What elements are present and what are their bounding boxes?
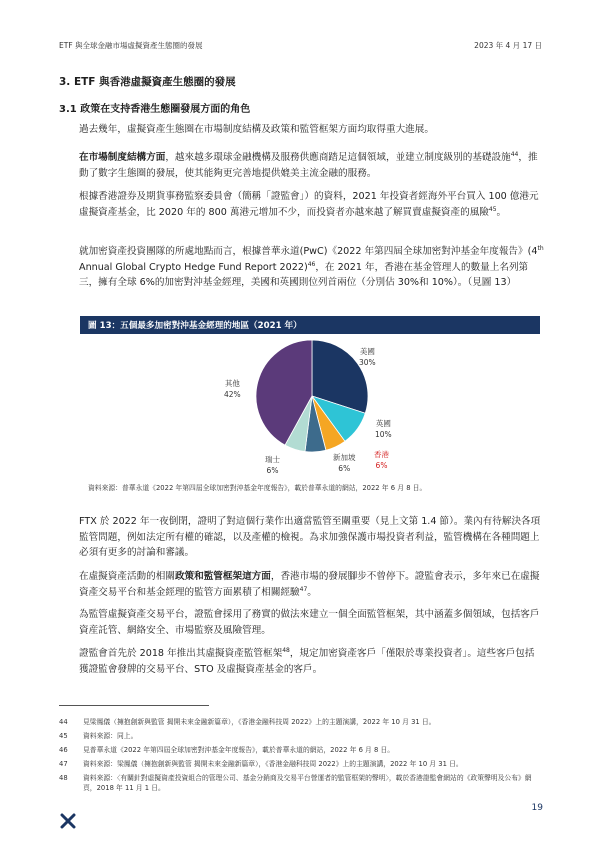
hkex-logo-icon	[60, 813, 76, 829]
paragraph-4: 就加密資產投資團隊的所處地點而言，根據普華永道(PwC)《2022 年第四屆全球加密對沖基金年度報告》(4th Annual Global Crypto Hedge Fund Report 2022)$^{46}$，在 2021 年，香港在基金管理人的數量上名列第三，擁有全球 6%的加密對沖基金經理，美國和英國則位列首兩位（分別佔 30%和 10%）。（見圖 13）	[79, 244, 544, 288]
paragraph-3: 根據香港證券及期貨事務監察委員會（簡稱「證監會」）的資料，2021 年投資者經海外平台買入 100 億港元虛擬資產基金，比 2020 年的 800 萬港元增加不少，而投資者亦越來越了解買賣虛擬資產的風險$^{45}$。	[79, 191, 539, 218]
paragraph-1: 過去幾年，虛擬資產生態圈在市場制度結構及政策和監管框架方面均取得重大進展。	[79, 124, 434, 135]
section-heading: 3. ETF 與香港虛擬資產生態圈的發展	[59, 76, 236, 88]
figure-title-bar	[80, 316, 540, 334]
footnote-divider	[59, 705, 209, 706]
label-singapore: 新加坡 6%	[333, 453, 356, 473]
paragraph-2: 在市場制度結構方面，越來越多環球金融機構及服務供應商踏足這個領域，並建立制度級別的基礎設施$^{44}$，推動了數字生態圈的發展，使其能夠更完善地提供媲美主流金融的服務。	[79, 150, 538, 179]
pie-chart	[80, 334, 540, 480]
label-others: 其他 42%	[224, 379, 241, 399]
label-usa: 美國 30%	[359, 347, 376, 367]
footnote-44: 44 見梁鳳儀（擁抱創新與監管 揭開未來金融新篇章），《香港金融科技周 2022》上的主題演講，2022 年 10 月 31 日。	[59, 718, 436, 726]
subsection-heading: 3.1 政策在支持香港生態圈發展方面的角色	[59, 104, 251, 115]
footnote-45: 45 資料來源：同上。	[59, 732, 138, 740]
footnote-46: 46 見普華永道《2022 年第四屆全球加密對沖基金年度報告》，載於普華永道的網站，2022 年 6 月 8 日。	[59, 746, 395, 754]
label-uk: 英國 10%	[375, 419, 392, 439]
figure-title: 圖 13：五個最多加密對沖基金經理的地區（2021 年）	[88, 321, 302, 331]
label-hong-kong: 香港 6%	[374, 450, 389, 470]
paragraph-5: FTX 於 2022 年一夜倒閉，證明了對這個行業作出適當監管至關重要（見上文第 1.4 節）。業內有待解決各項監管問題，例如法定所有權的確認，以及產權的檢視。為求加強保護市場投資者利益，監管機構在各種問題上必須有更多的討論和審議。	[79, 516, 541, 558]
label-switzerland: 瑞士 6%	[265, 455, 280, 475]
figure-source: 資料來源：普華永道《2022 年第四屆全球加密對沖基金年度報告》，載於普華永道的網站，2022 年 6 月 8 日。	[88, 484, 427, 492]
header-date: 2023 年 4 月 17 日	[474, 41, 542, 50]
paragraph-6: 在虛擬資產活動的相關政策和監管框架這方面，香港市場的發展腳步不曾停下。證監會表示，多年來已在虛擬資產交易平台和基金經理的監管方面累積了相關經驗$^{47}$。	[79, 571, 540, 598]
page-number: 19	[531, 803, 543, 813]
pie-chart-svg	[80, 334, 540, 480]
header-doc-title: ETF 與全球金融市場虛擬資產生態圈的發展	[59, 41, 203, 50]
paragraph-8: 證監會首先於 2018 年推出其虛擬資產監管框架$^{48}$，規定加密資產客戶「僅限於專業投資者」。這些客戶包括獲證監會發牌的交易平台、STO 及虛擬資產基金的客戶。	[79, 646, 535, 675]
footnote-47: 47 資料來源：梁鳳儀（擁抱創新與監管 揭開未來金融新篇章），《香港金融科技周 2022》上的主題演講，2022 年 10 月 31 日。	[59, 760, 463, 768]
paragraph-7: 為監管虛擬資產交易平台，證監會採用了務實的做法來建立一個全面監管框架，其中涵蓋多個領域，包括客戶資産託管、網絡安全、市場監察及風險管理。	[79, 609, 540, 636]
footnote-48: 48 資料來源：〈有關針對虛擬資產投資組合的管理公司、基金分銷商及交易平台營運者的監管框架的聲明〉，載於香港證監會網站的《政策聲明及公布》網頁，2018 年 11 月 1 日。	[59, 774, 532, 792]
